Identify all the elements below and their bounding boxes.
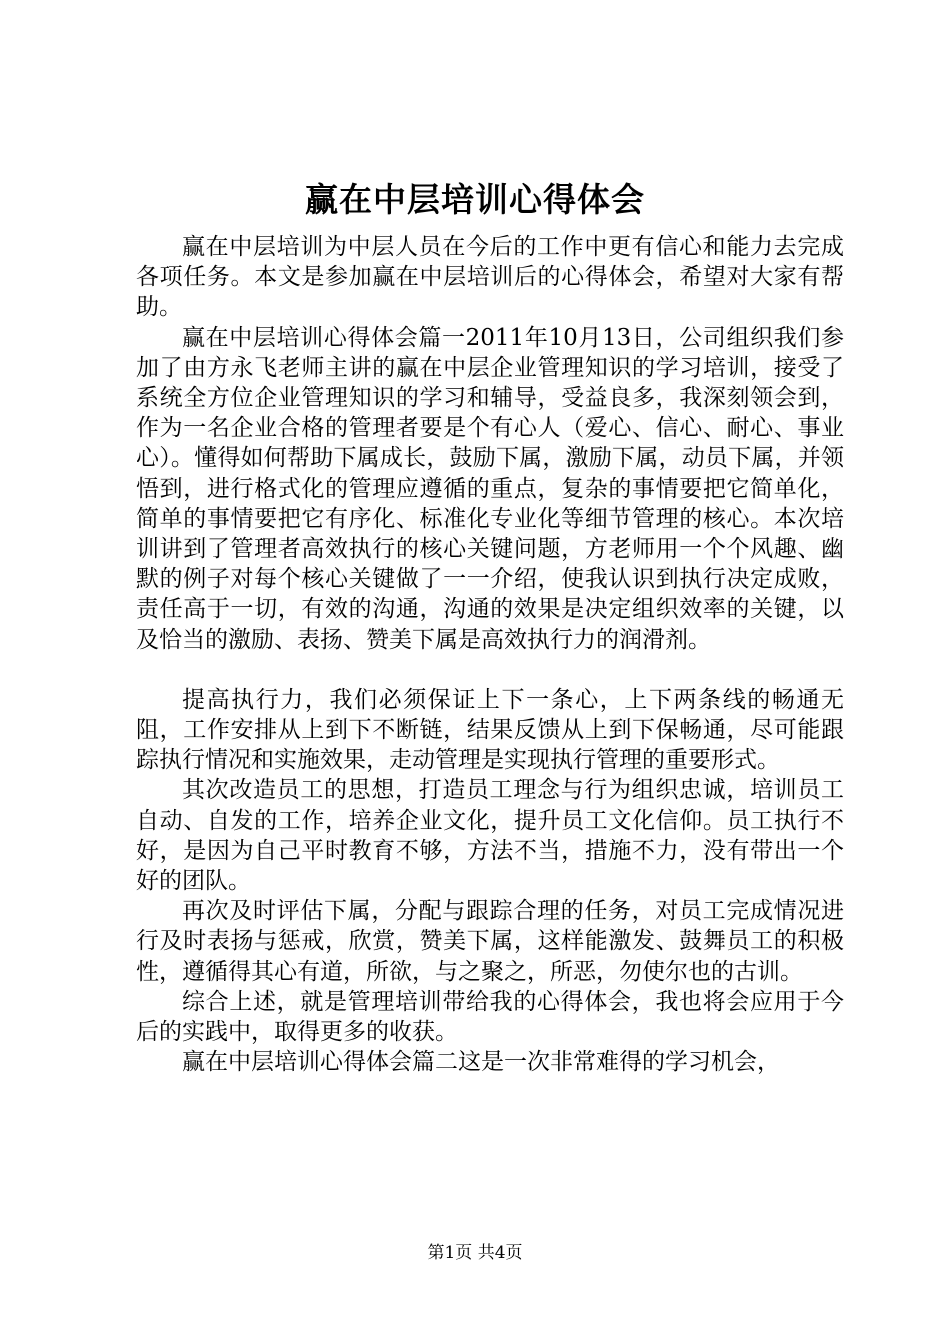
paragraph-evaluation: 再次及时评估下属，分配与跟踪合理的任务，对员工完成情况进行及时表扬与惩戒，欣赏，赞美下属，这样能激发、鼓舞员工的积极性，遵循得其心有道，所欲，与之聚之，所恶，勿使尔也的古训。: [136, 898, 844, 985]
document-body: [136, 232, 844, 1077]
page-number-footer: 第1页 共4页: [427, 1243, 523, 1263]
paragraph-summary: 综合上述，就是管理培训带给我的心得体会，我也将会应用于今后的实践中，取得更多的收获。: [136, 988, 844, 1046]
paragraph-intro: 赢在中层培训为中层人员在今后的工作中更有信心和能力去完成各项任务。本文是参加赢在中层培训后的心得体会，希望对大家有帮助。: [136, 234, 844, 321]
paragraph-execution: 提高执行力，我们必须保证上下一条心，上下两条线的畅通无阻，工作安排从上到下不断链，结果反馈从上到下保畅通，尽可能跟踪执行情况和实施效果，走动管理是实现执行管理的重要形式。: [136, 686, 844, 774]
paragraph-part-one: 赢在中层培训心得体会篇一2011年10月13日，公司组织我们参加了由方永飞老师主讲的赢在中层企业管理知识的学习培训，接受了系统全方位企业管理知识的学习和辅导，受益良多，我深刻领会到，作为一名企业合格的管理者要是个有心人（爱心、信心、耐心、事业心）。懂得如何帮助下属成长，鼓励下属，激励下属，动员下属，并领悟到，进行格式化的管理应遵循的重点，复杂的事情要把它简单化，简单的事情要把它有序化、标准化专业化等细节管理的核心。本次培训讲到了管理者高效执行的核心关键问题，方老师用一个个风趣、幽默的例子对每个核心关键做了一一介绍，使我认识到执行决定成败，责任高于一切，有效的沟通，沟通的效果是决定组织效率的关键，以及恰当的激励、表扬、赞美下属是高效执行力的润滑剂。: [136, 324, 844, 653]
paragraph-employee-thinking: 其次改造员工的思想，打造员工理念与行为组织忠诚，培训员工自动、自发的工作，培养企业文化，提升员工文化信仰。员工执行不好，是因为自己平时教育不够，方法不当，措施不力，没有带出一个好的团队。: [136, 777, 844, 895]
document-title: 赢在中层培训心得体会: [305, 180, 645, 219]
paragraph-part-two: 赢在中层培训心得体会篇二这是一次非常难得的学习机会，: [182, 1049, 780, 1076]
